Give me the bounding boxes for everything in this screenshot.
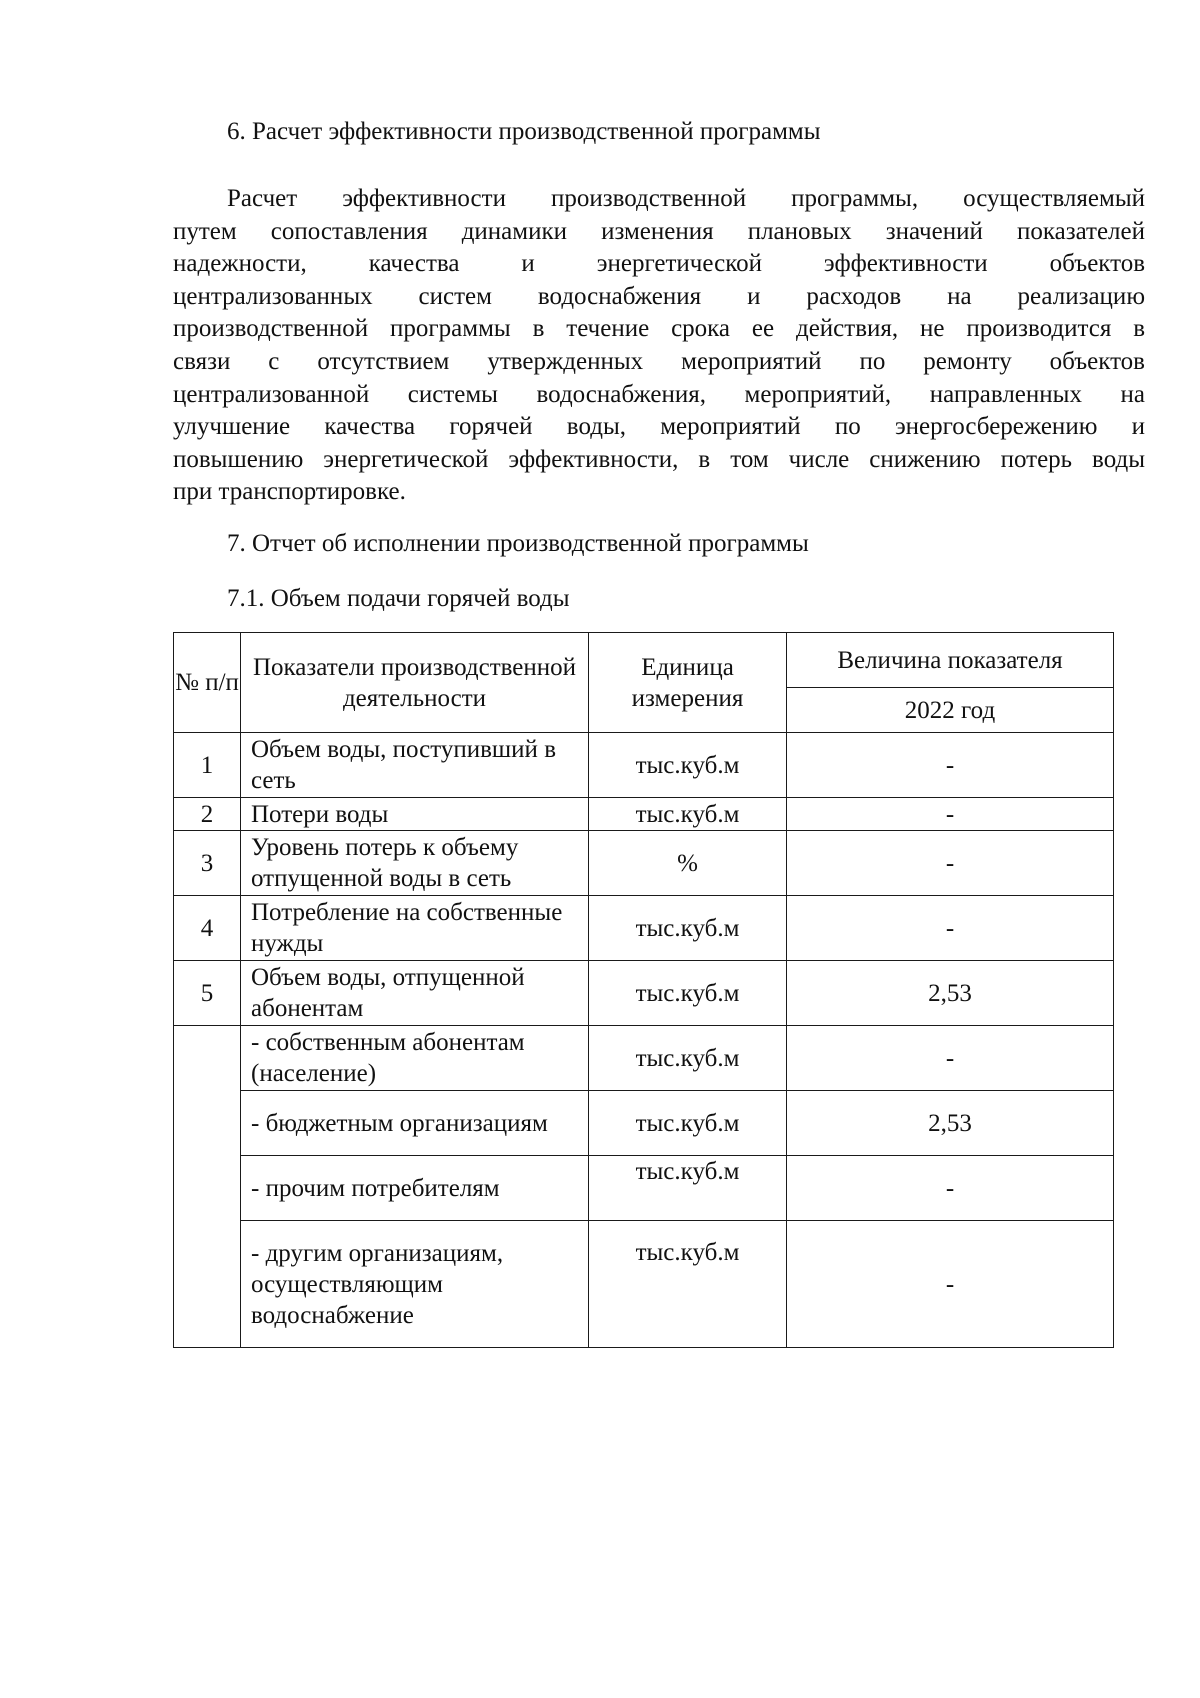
paragraph-line: при транспортировке. [173, 478, 406, 506]
paragraph-line: надежности, качества и энергетической эффективности объектов [173, 250, 1145, 278]
paragraph-line: Расчет эффективности производственной программы, осуществляемый [227, 185, 1145, 212]
table-header-row [174, 633, 1114, 688]
header-number: № п/п [174, 633, 241, 733]
header-value: Величина показателя [787, 633, 1114, 688]
paragraph-line: повышению энергетической эффективности, в том числе снижению потерь воды [173, 445, 1145, 473]
subrow-value: - [787, 1221, 1114, 1348]
water-supply-table [173, 632, 1114, 1348]
table-subrow [174, 1156, 1114, 1221]
header-unit: Единица измерения [589, 633, 787, 733]
row-unit: % [589, 831, 787, 896]
paragraph-line: централизованной системы водоснабжения, мероприятий, направленных на [173, 380, 1145, 408]
row-indicator: Потери воды [241, 798, 589, 831]
subrow-value: - [787, 1026, 1114, 1091]
table-subrow [174, 1221, 1114, 1348]
subrow-indicator: - прочим потребителям [241, 1156, 589, 1221]
paragraph-line: улучшение качества горячей воды, мероприятий по энергосбережению и [173, 413, 1145, 441]
row-number: 1 [174, 733, 241, 798]
header-indicator: Показатели производственной деятельности [241, 633, 589, 733]
paragraph-line: производственной программы в течение срока ее действия, не производится в [173, 315, 1145, 343]
section-6-paragraph [173, 183, 1145, 509]
subrow-indicator: - бюджетным организациям [241, 1091, 589, 1156]
table-row [174, 896, 1114, 961]
row-value: - [787, 896, 1114, 961]
section-7-heading: 7. Отчет об исполнении производственной программы [227, 530, 809, 557]
subrow-value: - [787, 1156, 1114, 1221]
paragraph-line: путем сопоставления динамики изменения плановых значений показателей [173, 217, 1145, 245]
row-unit: тыс.куб.м [589, 733, 787, 798]
header-year: 2022 год [787, 688, 1114, 733]
subrow-unit: тыс.куб.м [589, 1026, 787, 1091]
row-unit: тыс.куб.м [589, 798, 787, 831]
row-number: 5 [174, 961, 241, 1026]
row-unit: тыс.куб.м [589, 961, 787, 1026]
subrow-indicator: - собственным абонентам (население) [241, 1026, 589, 1091]
table-subrow [174, 1026, 1114, 1091]
row-number: 4 [174, 896, 241, 961]
subrow-number-cell [174, 1026, 241, 1348]
row-value: - [787, 733, 1114, 798]
table-subrow [174, 1091, 1114, 1156]
row-value: - [787, 798, 1114, 831]
table-row [174, 733, 1114, 798]
subrow-indicator: - другим организациям, осуществляющим водоснабжение [241, 1221, 589, 1348]
row-number: 3 [174, 831, 241, 896]
subrow-unit: тыс.куб.м [589, 1091, 787, 1156]
subrow-value: 2,53 [787, 1091, 1114, 1156]
row-unit: тыс.куб.м [589, 896, 787, 961]
section-6-heading: 6. Расчет эффективности производственной программы [227, 118, 821, 145]
subrow-unit: тыс.куб.м [589, 1156, 787, 1221]
row-number: 2 [174, 798, 241, 831]
paragraph-line: централизованных систем водоснабжения и расходов на реализацию [173, 282, 1145, 310]
row-value: 2,53 [787, 961, 1114, 1026]
row-indicator: Объем воды, отпущенной абонентам [241, 961, 589, 1026]
paragraph-line: связи с отсутствием утвержденных мероприятий по ремонту объектов [173, 347, 1145, 375]
table-row [174, 961, 1114, 1026]
row-indicator: Объем воды, поступивший в сеть [241, 733, 589, 798]
row-indicator: Потребление на собственные нужды [241, 896, 589, 961]
subrow-unit: тыс.куб.м [589, 1221, 787, 1348]
table-row [174, 831, 1114, 896]
section-7-1-heading: 7.1. Объем подачи горячей воды [227, 585, 570, 612]
table-row [174, 798, 1114, 831]
row-value: - [787, 831, 1114, 896]
row-indicator: Уровень потерь к объему отпущенной воды в сеть [241, 831, 589, 896]
